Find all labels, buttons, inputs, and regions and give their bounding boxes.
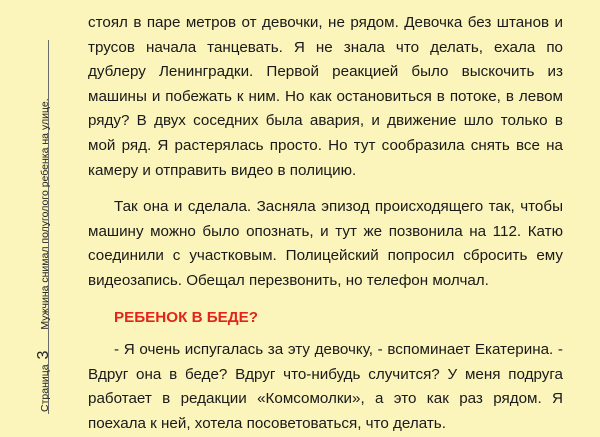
page-label: Страница xyxy=(39,364,51,412)
paragraph: стоял в паре метров от девочки, не рядом. Девочка без штанов и трусов начала танцевать. Я не знала что делать, ехала по дублеру Ленинградки. Первой реакцией было выскочить из машины и побежать к ним. Но как остановиться в потоке, в левом ряду? В двух соседних была авария, и движение шло только в мой ряд. Я растерялась просто. Но тут сообразила снять все на камеру и отправить видео в полицию. xyxy=(88,14,563,179)
article-body xyxy=(88,11,563,437)
page-sidebar xyxy=(35,98,52,412)
section-subheading: РЕБЕНОК В БЕДЕ? xyxy=(114,308,259,326)
paragraph: Так она и сделала. Засняла эпизод происходящего так, чтобы машину можно было опознать, и тут же позвонила на 112. Катю соединили с участковым. Полицейский попросил сбросить ему видеозапись. Обещал перезвонить, но телефон молчал. xyxy=(88,198,563,289)
page-number: 3 xyxy=(35,350,52,360)
paragraph: - Я очень испугалась за эту девочку, - вспоминает Екатерина. - Вдруг она в беде? Вдруг что-нибудь случится? У меня подруга работает в редакции «Комсомолки», а это как раз рядом. Я поехала к ней, хотела посоветоваться, что делать. xyxy=(88,341,563,432)
running-headline: Мужчина снимал полуголого ребенка на улице. xyxy=(39,98,51,330)
